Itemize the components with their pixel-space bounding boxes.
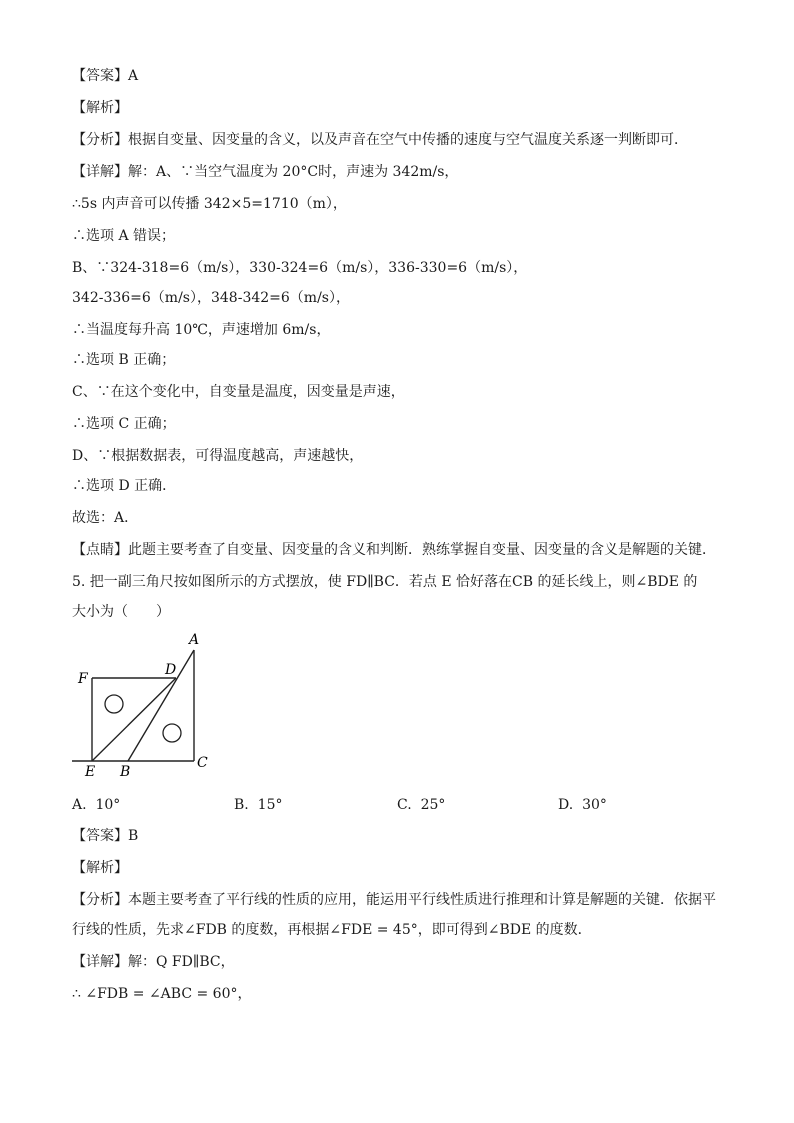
label-d: D (165, 662, 177, 678)
solution-line: C、∵在这个变化中，自变量是温度，因变量是声速， (72, 384, 405, 400)
answer-line: 【答案】B (72, 828, 139, 844)
analysis-line-cont: 行线的性质，先求∠FDB 的度数，再根据∠FDE = 45°，即可得到∠BDE 的度数． (72, 922, 592, 938)
edge-ed (92, 678, 176, 761)
label-c: C (197, 755, 208, 771)
solution-line: 342-336=6（m/s），348-342=6（m/s）， (72, 290, 350, 306)
comment-line: 【点睛】此题主要考查了自变量、因变量的含义和判断．熟练掌握自变量、因变量的含义是解题的关键． (72, 542, 716, 558)
option-value: 10° (95, 797, 121, 813)
analysis-heading: 【解析】 (72, 100, 128, 116)
option-letter: D. (558, 797, 574, 813)
choice-line: 故选：A． (72, 510, 139, 526)
solution-line: B、∵324-318=6（m/s），330-324=6（m/s），336-330=6（m/s）， (72, 260, 528, 276)
analysis-line: 【分析】根据自变量、因变量的含义，以及声音在空气中传播的速度与空气温度关系逐一判断即可． (72, 132, 688, 148)
solution-line: ∴当温度每升高 10℃，声速增加 6m/s， (72, 322, 331, 338)
ruler-hole-circle (105, 695, 123, 713)
option-d (558, 795, 607, 815)
solution-line: ∴5s 内声音可以传播 342×5=1710（m）， (72, 196, 347, 212)
label-f: F (78, 671, 88, 687)
option-letter: A. (72, 797, 87, 813)
solution-line: ∴选项 D 正确． (72, 478, 177, 494)
option-a (72, 795, 120, 815)
triangle-ruler-figure (70, 628, 220, 778)
question-5-stem-cont: 大小为（ ） (72, 604, 170, 620)
option-letter: C. (397, 797, 412, 813)
analysis-heading: 【解析】 (72, 860, 128, 876)
detail-line: 【详解】解：Q FD∥BC， (72, 954, 235, 970)
edge-ab (128, 650, 194, 761)
option-value: 15° (257, 797, 283, 813)
option-value: 30° (582, 797, 607, 813)
question-5-stem: 5. 把一副三角尺按如图所示的方式摆放，使 FD∥BC．若点 E 恰好落在CB 的延长线上，则∠BDE 的 (72, 574, 698, 590)
solution-line: ∴选项 C 正确； (72, 416, 176, 432)
solution-line: ∴选项 A 错误； (72, 228, 176, 244)
detail-line: 【详解】解：A、∵当空气温度为 20°C时，声速为 342m/s， (72, 164, 459, 180)
solution-line: ∴ ∠FDB = ∠ABC = 60°， (72, 986, 252, 1002)
answer-line: 【答案】A (72, 68, 139, 84)
solution-line: ∴选项 B 正确； (72, 352, 176, 368)
label-a: A (189, 632, 200, 648)
analysis-line: 【分析】本题主要考查了平行线的性质的应用，能运用平行线性质进行推理和计算是解题的关键．依据平 (72, 892, 716, 908)
option-c (397, 795, 445, 815)
ruler-hole-circle (163, 724, 181, 742)
option-b (234, 795, 282, 815)
option-value: 25° (420, 797, 446, 813)
label-e: E (85, 764, 96, 778)
option-letter: B. (234, 797, 249, 813)
solution-line: D、∵根据数据表，可得温度越高，声速越快， (72, 448, 364, 464)
label-b: B (120, 764, 131, 778)
